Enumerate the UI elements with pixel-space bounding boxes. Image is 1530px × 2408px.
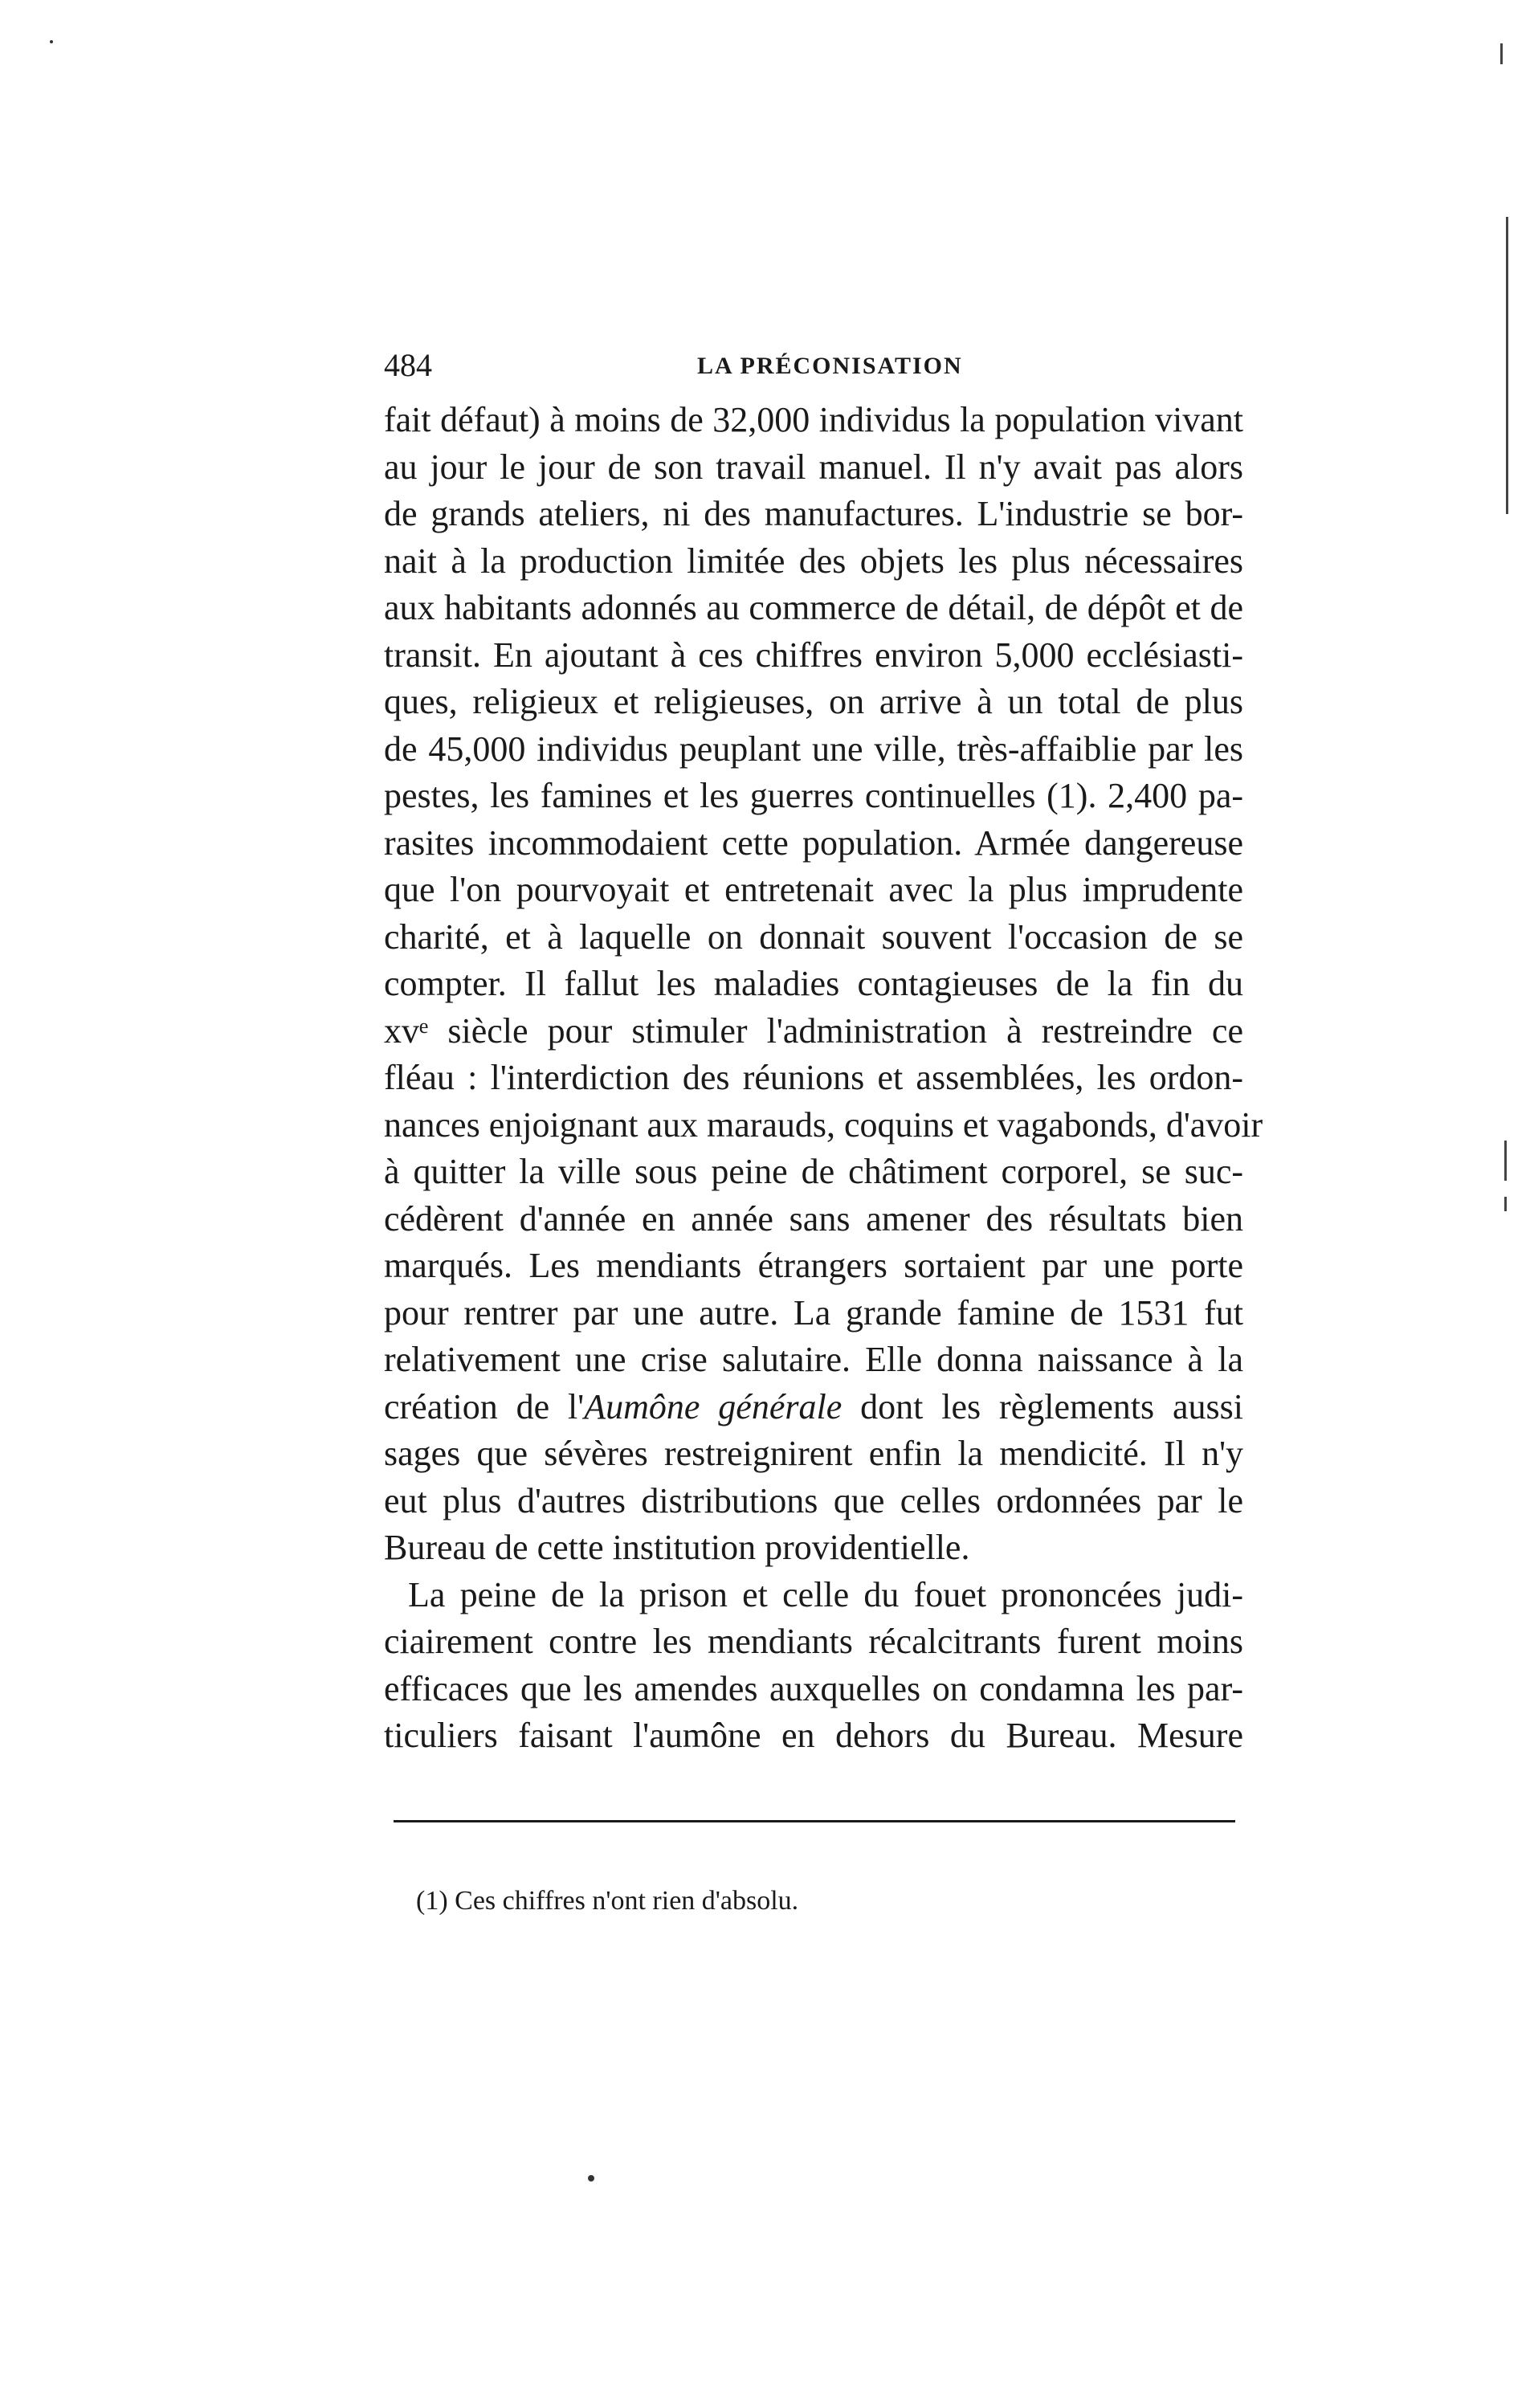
- footnote: (1) Ces chiffres n'ont rien d'absolu.: [416, 1886, 799, 1916]
- page-number: 484: [384, 347, 432, 383]
- paragraph-start-line: La peine de la prison et celle du fouet prononcées judi-: [408, 1574, 1243, 1614]
- text-line: de 45,000 individus peuplant une ville, très-affaiblie par les: [384, 729, 1243, 769]
- text-line: nait à la production limitée des objets les plus nécessaires: [384, 541, 1243, 581]
- text-line: que l'on pourvoyait et entretenait avec la plus imprudente: [384, 870, 1243, 909]
- text-line: pour rentrer par une autre. La grande famine de 1531 fut: [384, 1292, 1243, 1333]
- text-line: pestes, les famines et les guerres continuelles (1). 2,400 pa-: [384, 776, 1243, 815]
- text-line: eut plus d'autres distributions que celles ordonnées par le: [384, 1480, 1243, 1520]
- scan-speck: [50, 40, 53, 43]
- scan-edge-mark: [1504, 1141, 1507, 1181]
- text-line: relativement une crise salutaire. Elle donna naissance à la: [384, 1340, 1243, 1379]
- scan-edge-mark: [1506, 217, 1508, 514]
- text-line: xvᵉ siècle pour stimuler l'administration à restreindre ce: [384, 1010, 1243, 1051]
- scan-edge-mark: [1500, 43, 1503, 64]
- running-header: [384, 345, 1243, 386]
- scan-speck: [588, 2175, 594, 2181]
- text-line: fait défaut) à moins de 32,000 individus la population vivant: [384, 400, 1243, 439]
- paragraph-end-line: Bureau de cette institution providentielle.: [384, 1528, 970, 1567]
- text-line-with-italic: [384, 1384, 1243, 1431]
- text-line: transit. En ajoutant à ces chiffres environ 5,000 ecclésiasti-: [384, 635, 1243, 675]
- text-line: au jour le jour de son travail manuel. Il n'y avait pas alors: [384, 447, 1243, 487]
- text-line: compter. Il fallut les maladies contagieuses de la fin du: [384, 964, 1243, 1003]
- text-line: ciairement contre les mendiants récalcitrants furent moins: [384, 1622, 1243, 1661]
- text-line: rasites incommodaient cette population. Armée dangereuse: [384, 822, 1243, 863]
- text-line: à quitter la ville sous peine de châtiment corporel, se suc-: [384, 1152, 1243, 1191]
- body-text: [384, 397, 1263, 1760]
- text-line: ticuliers faisant l'aumône en dehors du Bureau. Mesure: [384, 1716, 1243, 1755]
- italic-term: Aumône générale: [584, 1386, 843, 1426]
- text-line: nances enjoignant aux marauds, coquins et vagabonds, d'avoir: [384, 1104, 1263, 1145]
- text-line: efficaces que les amendes auxquelles on condamna les par-: [384, 1668, 1243, 1708]
- text-line: cédèrent d'année en année sans amener des résultats bien: [384, 1198, 1243, 1239]
- running-title: LA PRÉCONISATION: [697, 353, 963, 379]
- text-line: marqués. Les mendiants étrangers sortaient par une porte: [384, 1246, 1243, 1285]
- text-line: ques, religieux et religieuses, on arrive à un total de plus: [384, 682, 1243, 721]
- text-segment: dont les règlements aussi: [842, 1386, 1244, 1426]
- footnote-rule: [394, 1820, 1235, 1822]
- text-line: sages que sévères restreignirent enfin la mendicité. Il n'y: [384, 1434, 1243, 1473]
- text-line: de grands ateliers, ni des manufactures. L'industrie se bor-: [384, 494, 1243, 533]
- text-segment: création de l': [384, 1386, 585, 1426]
- text-line: charité, et à laquelle on donnait souvent l'occasion de se: [384, 916, 1243, 957]
- text-line: fléau : l'interdiction des réunions et assemblées, les ordon-: [384, 1058, 1243, 1097]
- text-line: aux habitants adonnés au commerce de détail, de dépôt et de: [384, 588, 1243, 627]
- scan-edge-mark: [1504, 1197, 1507, 1211]
